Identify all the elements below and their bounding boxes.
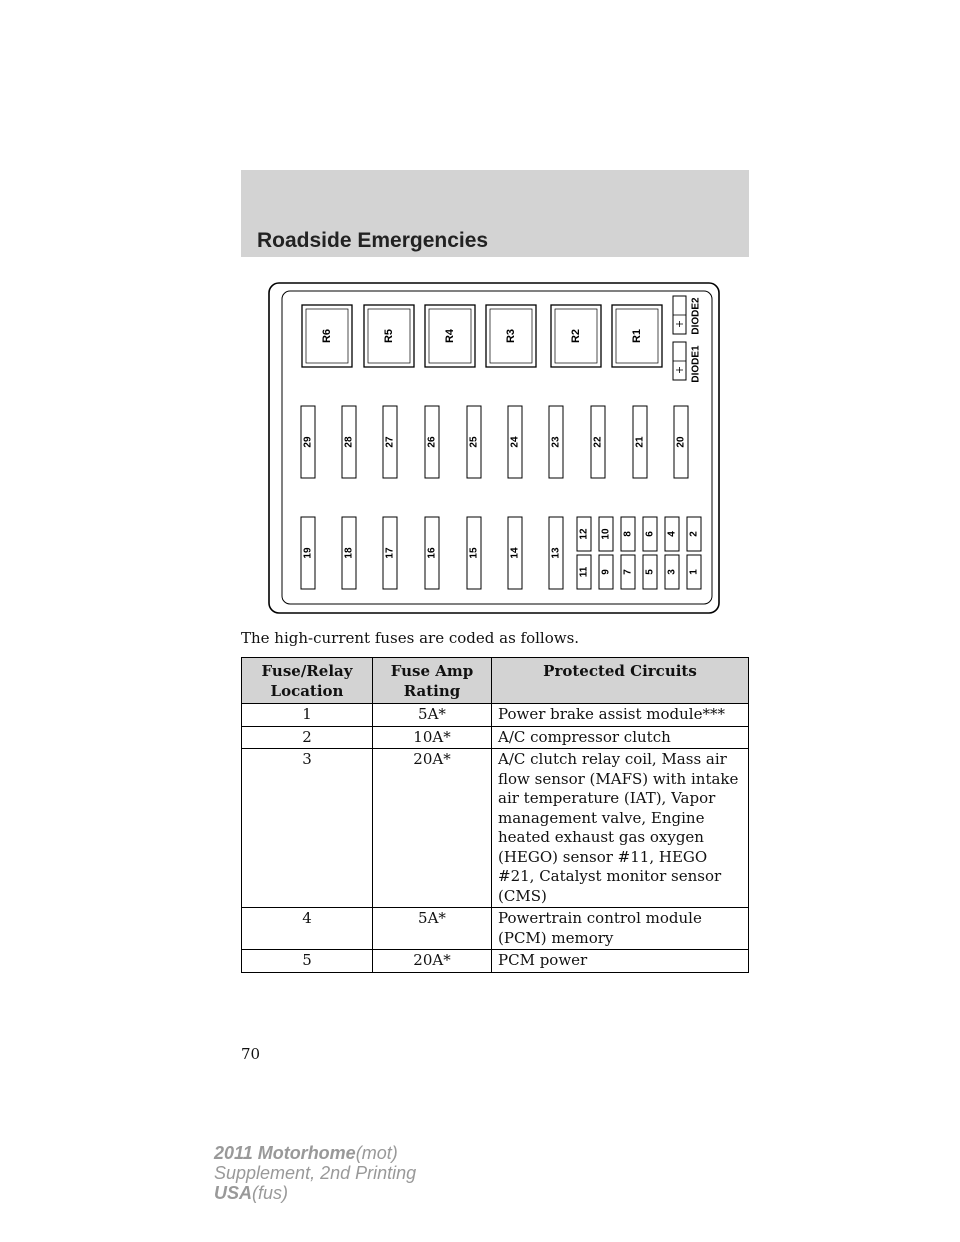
diode1-label: DIODE1 [690, 345, 702, 383]
cell-rating: 5A* [373, 704, 492, 727]
fuse-label-21: 21 [634, 436, 646, 448]
fuse-label-29: 29 [302, 436, 314, 448]
mini-fuse-label-10: 10 [600, 528, 612, 540]
fuse-label-20: 20 [675, 436, 687, 448]
table-row [242, 726, 749, 749]
fuse-label-27: 27 [384, 436, 396, 448]
table-row [242, 950, 749, 973]
mini-fuse-label-6: 6 [644, 531, 656, 537]
mini-fuse-label-2: 2 [688, 531, 700, 537]
mini-fuse-label-3: 3 [666, 569, 678, 575]
mini-fuse-label-12: 12 [578, 528, 590, 540]
mini-fuse-label-11: 11 [578, 566, 590, 578]
cell-location: 1 [242, 704, 373, 727]
relay-label: R6 [321, 328, 333, 344]
fuse-label-13: 13 [550, 547, 562, 559]
header-amp-rating: Fuse Amp Rating [373, 658, 492, 704]
footer-market: USA [214, 1183, 253, 1203]
relay-label: R4 [444, 328, 456, 344]
cell-circuits: Powertrain control module (PCM) memory [492, 908, 749, 950]
relay-label: R3 [505, 328, 517, 344]
cell-location: 3 [242, 749, 373, 908]
section-header-band [241, 170, 749, 257]
footer-line-3 [214, 1183, 416, 1203]
mini-fuse-label-8: 8 [622, 531, 634, 537]
relay-label: R1 [631, 328, 643, 344]
intro-text: The high-current fuses are coded as follows. [241, 629, 580, 647]
fuse-label-26: 26 [426, 436, 438, 448]
fuse-label-25: 25 [468, 436, 480, 448]
fuse-label-18: 18 [343, 547, 355, 559]
footer-model-code: (mot) [355, 1143, 398, 1163]
section-title: Roadside Emergencies [257, 229, 489, 252]
cell-rating: 10A* [373, 726, 492, 749]
fuse-label-23: 23 [550, 436, 562, 448]
footer-model: 2011 Motorhome [214, 1143, 356, 1163]
table-row [242, 908, 749, 950]
fuse-box-diagram [268, 282, 720, 614]
cell-rating: 20A* [373, 950, 492, 973]
fuse-label-19: 19 [302, 547, 314, 559]
fuse-label-16: 16 [426, 547, 438, 559]
cell-rating: 20A* [373, 749, 492, 908]
cell-location: 2 [242, 726, 373, 749]
header-location: Fuse/Relay Location [242, 658, 373, 704]
cell-location: 5 [242, 950, 373, 973]
mini-fuse-label-9: 9 [600, 569, 612, 575]
mini-fuse-label-7: 7 [622, 569, 634, 575]
cell-location: 4 [242, 908, 373, 950]
fuse-label-17: 17 [384, 547, 396, 559]
mini-fuse-label-5: 5 [644, 569, 656, 575]
footer-line-1 [214, 1143, 416, 1163]
relay-label: R2 [570, 328, 582, 344]
relay-label: R5 [383, 328, 395, 344]
footer-line-2: Supplement, 2nd Printing [214, 1163, 417, 1183]
cell-circuits: A/C compressor clutch [492, 726, 749, 749]
fuse-label-24: 24 [509, 436, 521, 448]
mini-fuse-label-1: 1 [688, 569, 700, 575]
header-protected-circuits: Protected Circuits [492, 658, 749, 704]
table-header-row [242, 658, 749, 704]
table-row [242, 704, 749, 727]
fuse-label-15: 15 [468, 547, 480, 559]
cell-circuits: A/C clutch relay coil, Mass air flow sensor (MAFS) with intake air temperature (IAT), Vapor management valve, Engine heated exhaust gas oxygen (HEGO) sensor #11, HEGO #21, Catalyst monitor sensor (CMS) [492, 749, 749, 908]
table-row [242, 749, 749, 908]
fuse-label-22: 22 [592, 436, 604, 448]
mini-fuse-label-4: 4 [666, 531, 678, 537]
cell-circuits: Power brake assist module*** [492, 704, 749, 727]
footer [214, 1143, 416, 1203]
page-number: 70 [241, 1045, 261, 1063]
cell-circuits: PCM power [492, 950, 749, 973]
fuse-label-14: 14 [509, 547, 521, 559]
footer-market-code: (fus) [252, 1183, 289, 1203]
cell-rating: 5A* [373, 908, 492, 950]
fuse-label-28: 28 [343, 436, 355, 448]
fuse-table [241, 657, 749, 973]
diode2-label: DIODE2 [690, 297, 702, 335]
